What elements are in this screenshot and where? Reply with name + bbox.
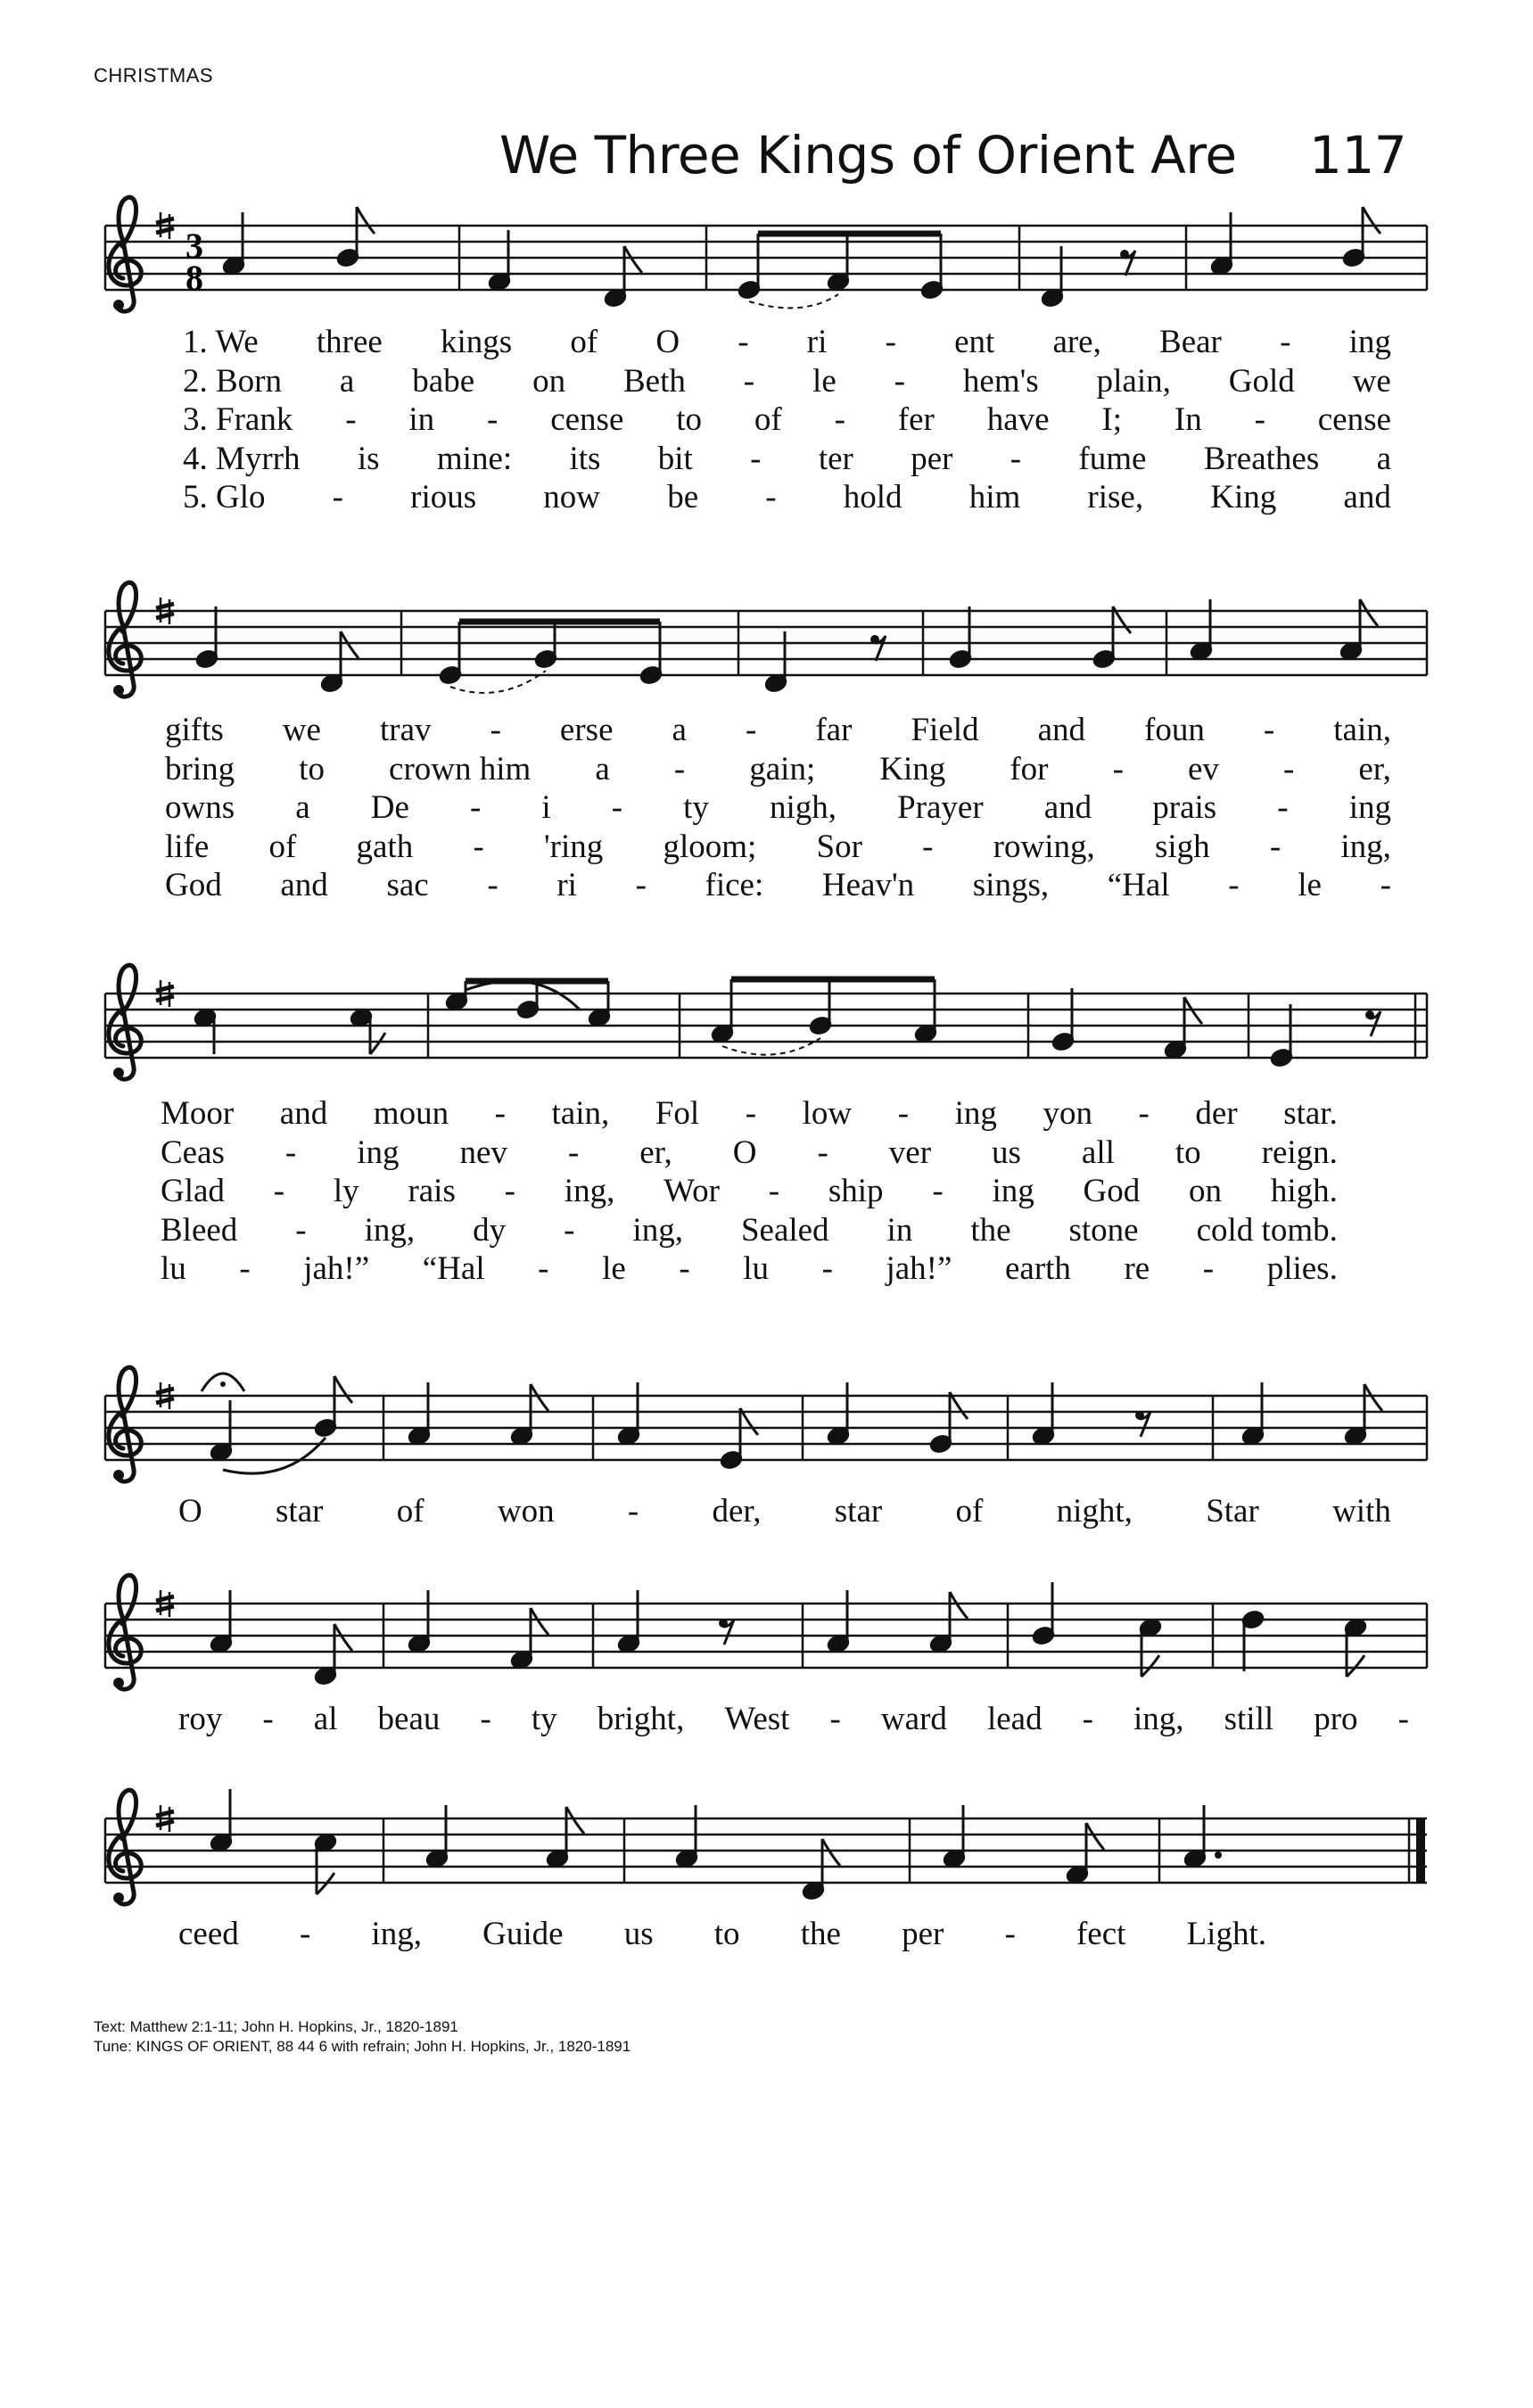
- lyric-row: [161, 1249, 1338, 1288]
- lyric-syllable: are,: [1052, 324, 1101, 360]
- lyric-syllable: and: [280, 867, 328, 903]
- lyric-syllable: -: [487, 867, 499, 903]
- lyric-syllable: stone: [1068, 1211, 1139, 1249]
- lyric-row: [161, 1094, 1338, 1133]
- lyric-syllable: Breathes: [1203, 440, 1320, 477]
- lyric-syllable: -: [262, 1701, 274, 1737]
- lyric-row: [183, 323, 1391, 361]
- lyric-syllable: ty: [683, 789, 709, 826]
- lyric-row: [161, 1211, 1338, 1249]
- lyric-syllable: -: [567, 1134, 580, 1171]
- lyric-syllable: still: [1224, 1701, 1274, 1737]
- lyric-syllable: West: [724, 1701, 790, 1737]
- lyric-syllable: a: [595, 750, 610, 788]
- staff-5: [105, 1575, 1427, 1689]
- lyric-syllable: -: [611, 789, 623, 826]
- lyric-syllable: mine:: [436, 440, 513, 477]
- lyric-syllable: of: [396, 1493, 424, 1530]
- lyric-syllable: -: [345, 401, 357, 438]
- lyric-row: [178, 1915, 1266, 1953]
- lyric-syllable: -: [1138, 1095, 1150, 1132]
- lyric-syllable: and: [1043, 789, 1092, 826]
- lyric-syllable: tain,: [1333, 712, 1391, 748]
- lyric-syllable: King: [879, 750, 946, 788]
- lyric-syllable: have: [986, 401, 1050, 438]
- lyric-syllable: Field: [911, 712, 979, 748]
- lyric-syllable: on: [532, 362, 566, 400]
- lyric-syllable: of: [754, 401, 782, 438]
- lyric-syllable: jah!”: [303, 1250, 370, 1287]
- lyric-syllable: ev: [1187, 750, 1219, 788]
- lyric-syllable: -: [635, 867, 647, 903]
- lyric-syllable: moun: [373, 1095, 449, 1132]
- lyric-syllable: -: [922, 828, 934, 865]
- lyric-syllable: re: [1124, 1250, 1150, 1287]
- lyric-syllable: nigh,: [769, 789, 837, 826]
- lyric-syllable: -: [829, 1701, 841, 1737]
- lyric-syllable: Moor: [161, 1095, 235, 1132]
- lyric-syllable: O: [655, 324, 680, 360]
- lyric-syllable: rise,: [1087, 479, 1144, 515]
- lyric-syllable: -: [299, 1916, 311, 1952]
- lyric-syllable: 4. Myrrh: [183, 440, 301, 477]
- lyric-syllable: three: [316, 324, 383, 360]
- lyric-syllable: -: [894, 362, 905, 400]
- lyric-syllable: King: [1210, 479, 1277, 515]
- lyric-syllable: -: [745, 1095, 757, 1132]
- lyric-syllable: -: [284, 1134, 297, 1171]
- lyric-syllable: De: [370, 789, 409, 826]
- lyric-syllable: beau: [377, 1701, 441, 1737]
- lyric-syllable: per: [911, 440, 953, 477]
- lyric-syllable: -: [1263, 712, 1275, 748]
- lyric-syllable: earth: [1004, 1250, 1071, 1287]
- lyric-syllable: God: [1083, 1173, 1141, 1209]
- lyric-syllable: 5. Glo: [183, 479, 266, 515]
- lyric-syllable: and: [1037, 712, 1085, 748]
- lyric-syllable: high.: [1270, 1173, 1338, 1209]
- lyric-syllable: ship: [828, 1173, 884, 1209]
- lyric-syllable: pro: [1314, 1701, 1358, 1737]
- lyric-row: [183, 362, 1391, 400]
- lyric-syllable: i: [541, 789, 551, 826]
- lyric-syllable: -: [273, 1173, 285, 1209]
- lyric-syllable: Sealed: [740, 1211, 829, 1249]
- lyric-syllable: and: [1343, 479, 1391, 515]
- lyric-syllable: per: [902, 1916, 944, 1952]
- lyric-syllable: ent: [954, 324, 995, 360]
- lyric-syllable: “Hal: [1107, 867, 1170, 903]
- lyric-syllable: plain,: [1096, 362, 1171, 400]
- lyric-row: [183, 400, 1391, 439]
- hymn-title: We Three Kings of Orient Are: [499, 125, 1237, 186]
- lyric-syllable: ceed: [178, 1916, 239, 1952]
- lyric-syllable: Guide: [482, 1916, 564, 1952]
- lyric-row: [165, 750, 1391, 788]
- lyric-syllable: we: [1352, 362, 1391, 400]
- staff-4: [105, 1367, 1427, 1481]
- lyric-syllable: a: [339, 362, 355, 400]
- lyric-syllable: the: [800, 1916, 841, 1952]
- lyric-syllable: er,: [1358, 750, 1391, 788]
- lyric-syllable: plies.: [1266, 1250, 1338, 1287]
- lyric-syllable: yon: [1043, 1095, 1092, 1132]
- lyric-syllable: hold: [843, 479, 902, 515]
- lyric-syllable: tain,: [551, 1095, 610, 1132]
- lyric-syllable: ward: [880, 1701, 947, 1737]
- lyric-syllable: -: [834, 401, 845, 438]
- lyric-syllable: le: [1298, 867, 1322, 903]
- lyric-syllable: bring: [165, 750, 235, 788]
- lyric-syllable: rowing,: [993, 828, 1095, 865]
- lyric-syllable: ing,: [371, 1916, 422, 1952]
- lyric-syllable: a: [672, 712, 687, 748]
- lyric-syllable: to: [1174, 1134, 1201, 1171]
- lyric-syllable: star: [276, 1493, 324, 1530]
- lyric-syllable: ri: [806, 324, 828, 360]
- lyric-syllable: 2. Born: [183, 362, 282, 400]
- lyric-row: [165, 828, 1391, 866]
- lyric-syllable: -: [897, 1095, 910, 1132]
- lyric-syllable: prais: [1152, 789, 1217, 826]
- lyric-syllable: -: [504, 1173, 515, 1209]
- lyric-syllable: ing,: [1340, 828, 1391, 865]
- lyric-syllable: sac: [386, 867, 429, 903]
- lyric-syllable: us: [623, 1916, 654, 1952]
- lyric-syllable: fect: [1076, 1916, 1126, 1952]
- lyric-syllable: le: [602, 1250, 626, 1287]
- lyric-syllable: Heav'n: [821, 867, 915, 903]
- lyric-syllable: roy: [178, 1701, 223, 1737]
- lyric-syllable: ing: [954, 1095, 997, 1132]
- lyric-syllable: cense: [550, 401, 624, 438]
- lyric-syllable: of: [268, 828, 297, 865]
- lyric-syllable: we: [282, 712, 321, 748]
- lyric-syllable: -: [469, 789, 482, 826]
- lyric-syllable: fice:: [705, 867, 764, 903]
- lyric-row: [178, 1700, 1409, 1738]
- lyric-syllable: gain;: [749, 750, 816, 788]
- lyric-syllable: 3. Frank: [183, 401, 293, 438]
- lyric-syllable: star.: [1283, 1095, 1338, 1132]
- text-credit: Text: Matthew 2:1-11; John H. Hopkins, Jr., 1820-1891: [94, 2018, 458, 2035]
- lyric-syllable: to: [676, 401, 703, 438]
- lyric-syllable: -: [1277, 789, 1289, 826]
- lyric-syllable: lu: [743, 1250, 769, 1287]
- lyric-syllable: O: [178, 1493, 202, 1530]
- lyric-syllable: In: [1174, 401, 1202, 438]
- lyric-syllable: Bleed: [161, 1211, 238, 1249]
- lyric-syllable: ing: [357, 1134, 400, 1171]
- lyric-syllable: ri: [556, 867, 577, 903]
- lyric-syllable: Fol: [655, 1095, 700, 1132]
- lyric-syllable: -: [1004, 1916, 1016, 1952]
- lyric-syllable: -: [1380, 867, 1391, 903]
- lyric-syllable: -: [750, 440, 762, 477]
- hymn-number: 117: [1309, 125, 1407, 186]
- tune-credit: Tune: KINGS OF ORIENT, 88 44 6 with refrain; John H. Hopkins, Jr., 1820-1891: [94, 2038, 631, 2055]
- lyric-syllable: with: [1332, 1493, 1391, 1530]
- lyric-syllable: -: [480, 1701, 491, 1737]
- lyric-syllable: to: [713, 1916, 740, 1952]
- lyric-syllable: to: [299, 750, 325, 788]
- lyric-syllable: and: [279, 1095, 328, 1132]
- lyric-syllable: of: [955, 1493, 984, 1530]
- lyric-row: [161, 1134, 1338, 1172]
- lyric-syllable: -: [1010, 440, 1022, 477]
- lyric-syllable: -: [679, 1250, 690, 1287]
- lyric-syllable: -: [564, 1211, 575, 1249]
- lyric-syllable: -: [1228, 867, 1240, 903]
- lyric-syllable: Light.: [1186, 1916, 1266, 1952]
- lyric-syllable: for: [1010, 750, 1049, 788]
- lyric-syllable: -: [743, 362, 755, 400]
- lyric-syllable: reign.: [1261, 1134, 1338, 1171]
- lyric-syllable: -: [1269, 828, 1282, 865]
- lyric-row: [165, 788, 1391, 827]
- lyric-row: [178, 1492, 1391, 1530]
- lyric-syllable: -: [1202, 1250, 1215, 1287]
- lyric-syllable: in: [886, 1211, 913, 1249]
- lyric-syllable: ing: [1348, 789, 1391, 826]
- lyric-syllable: star: [834, 1493, 883, 1530]
- lyric-row: [183, 440, 1391, 478]
- lyric-syllable: jah!”: [886, 1250, 952, 1287]
- lyric-syllable: in: [408, 401, 435, 438]
- lyric-syllable: low: [802, 1095, 853, 1132]
- lyric-syllable: bit: [657, 440, 693, 477]
- lyric-syllable: hem's: [962, 362, 1039, 400]
- staff-6: [105, 1790, 1427, 1904]
- lyric-syllable: -: [768, 1173, 780, 1209]
- lyric-syllable: owns: [165, 789, 235, 826]
- lyric-syllable: ing,: [564, 1173, 615, 1209]
- lyric-syllable: gath: [356, 828, 414, 865]
- lyric-syllable: cold tomb.: [1196, 1211, 1338, 1249]
- lyric-syllable: us: [992, 1134, 1021, 1171]
- lyric-syllable: ty: [531, 1701, 557, 1737]
- lyric-row: [183, 478, 1391, 516]
- lyric-syllable: be: [667, 479, 699, 515]
- lyric-syllable: 'ring: [543, 828, 604, 865]
- lyric-syllable: -: [627, 1493, 639, 1530]
- lyric-syllable: -: [932, 1173, 944, 1209]
- lyric-syllable: -: [1082, 1701, 1093, 1737]
- lyric-syllable: its: [569, 440, 601, 477]
- lyric-syllable: le: [812, 362, 837, 400]
- lyric-syllable: -: [765, 479, 777, 515]
- time-sig-bottom: 8: [185, 258, 203, 298]
- lyric-syllable: cense: [1317, 401, 1391, 438]
- lyric-syllable: ing,: [1133, 1701, 1184, 1737]
- lyric-syllable: gifts: [165, 712, 224, 748]
- lyric-syllable: -: [885, 324, 896, 360]
- lyric-syllable: er,: [639, 1134, 672, 1171]
- lyric-syllable: a: [1376, 440, 1391, 477]
- lyric-row: [165, 711, 1391, 749]
- lyric-syllable: lead: [986, 1701, 1043, 1737]
- lyric-syllable: -: [239, 1250, 251, 1287]
- lyric-syllable: life: [165, 828, 210, 865]
- lyric-syllable: I;: [1101, 401, 1123, 438]
- lyric-syllable: gloom;: [663, 828, 757, 865]
- lyric-syllable: is: [357, 440, 380, 477]
- lyric-syllable: won: [497, 1493, 555, 1530]
- lyric-syllable: ing: [992, 1173, 1034, 1209]
- lyric-syllable: Sor: [816, 828, 862, 865]
- lyric-syllable: Prayer: [897, 789, 984, 826]
- staff-2: [105, 582, 1427, 697]
- lyric-syllable: a: [295, 789, 310, 826]
- lyric-syllable: -: [1112, 750, 1124, 788]
- lyric-syllable: -: [332, 479, 343, 515]
- lyric-syllable: Gold: [1228, 362, 1295, 400]
- lyric-syllable: Glad: [161, 1173, 225, 1209]
- lyric-syllable: der,: [712, 1493, 762, 1530]
- lyric-syllable: 1. We: [183, 324, 259, 360]
- lyric-syllable: -: [817, 1134, 828, 1171]
- lyric-syllable: on: [1189, 1173, 1223, 1209]
- lyric-syllable: der: [1195, 1095, 1238, 1132]
- lyric-syllable: Wor: [663, 1173, 720, 1209]
- lyric-syllable: foun: [1144, 712, 1205, 748]
- lyric-syllable: Beth: [622, 362, 686, 400]
- lyric-syllable: -: [295, 1211, 307, 1249]
- lyric-syllable: -: [673, 750, 686, 788]
- lyric-syllable: dy: [473, 1211, 507, 1249]
- lyric-syllable: -: [494, 1095, 506, 1132]
- lyric-syllable: -: [1282, 750, 1295, 788]
- lyric-syllable: sings,: [972, 867, 1050, 903]
- staff-1: [105, 197, 1427, 311]
- lyric-syllable: lu: [161, 1250, 186, 1287]
- lyric-syllable: rious: [410, 479, 477, 515]
- lyric-syllable: the: [970, 1211, 1011, 1249]
- lyric-syllable: ly: [333, 1173, 359, 1209]
- lyric-syllable: crown him: [389, 750, 532, 788]
- lyric-syllable: rais: [408, 1173, 456, 1209]
- lyric-syllable: God: [165, 867, 222, 903]
- lyric-syllable: Ceas: [161, 1134, 225, 1171]
- lyric-syllable: Bear: [1159, 324, 1222, 360]
- lyric-syllable: all: [1081, 1134, 1115, 1171]
- lyric-syllable: nev: [459, 1134, 507, 1171]
- lyric-syllable: -: [1254, 401, 1265, 438]
- lyric-syllable: him: [968, 479, 1021, 515]
- lyric-syllable: -: [490, 712, 501, 748]
- lyric-syllable: ver: [888, 1134, 932, 1171]
- lyric-syllable: now: [543, 479, 601, 515]
- lyric-syllable: O: [732, 1134, 757, 1171]
- lyric-syllable: -: [1280, 324, 1291, 360]
- lyric-syllable: babe: [412, 362, 475, 400]
- lyric-syllable: of: [570, 324, 598, 360]
- lyric-syllable: “Hal: [422, 1250, 485, 1287]
- lyric-syllable: -: [538, 1250, 549, 1287]
- lyric-row: [161, 1172, 1338, 1210]
- time-sig-top: 3: [185, 226, 203, 266]
- lyric-syllable: -: [746, 712, 757, 748]
- lyric-syllable: ter: [818, 440, 853, 477]
- lyric-syllable: -: [473, 828, 484, 865]
- lyric-syllable: Star: [1206, 1493, 1259, 1530]
- lyric-syllable: far: [815, 712, 853, 748]
- lyric-syllable: erse: [559, 712, 614, 748]
- lyric-syllable: ing,: [364, 1211, 416, 1249]
- lyric-syllable: kings: [441, 324, 513, 360]
- lyric-syllable: bright,: [597, 1701, 685, 1737]
- lyric-syllable: ing,: [632, 1211, 683, 1249]
- lyric-syllable: -: [821, 1250, 833, 1287]
- section-label: CHRISTMAS: [94, 64, 214, 87]
- lyric-syllable: ing: [1348, 324, 1391, 360]
- lyric-syllable: -: [487, 401, 499, 438]
- lyric-syllable: fume: [1078, 440, 1147, 477]
- lyric-syllable: -: [738, 324, 749, 360]
- lyric-syllable: trav: [380, 712, 432, 748]
- lyric-syllable: sigh: [1154, 828, 1210, 865]
- lyric-syllable: -: [1397, 1701, 1409, 1737]
- lyric-syllable: al: [313, 1701, 338, 1737]
- lyric-syllable: fer: [897, 401, 935, 438]
- lyric-syllable: night,: [1056, 1493, 1133, 1530]
- lyric-row: [165, 866, 1391, 904]
